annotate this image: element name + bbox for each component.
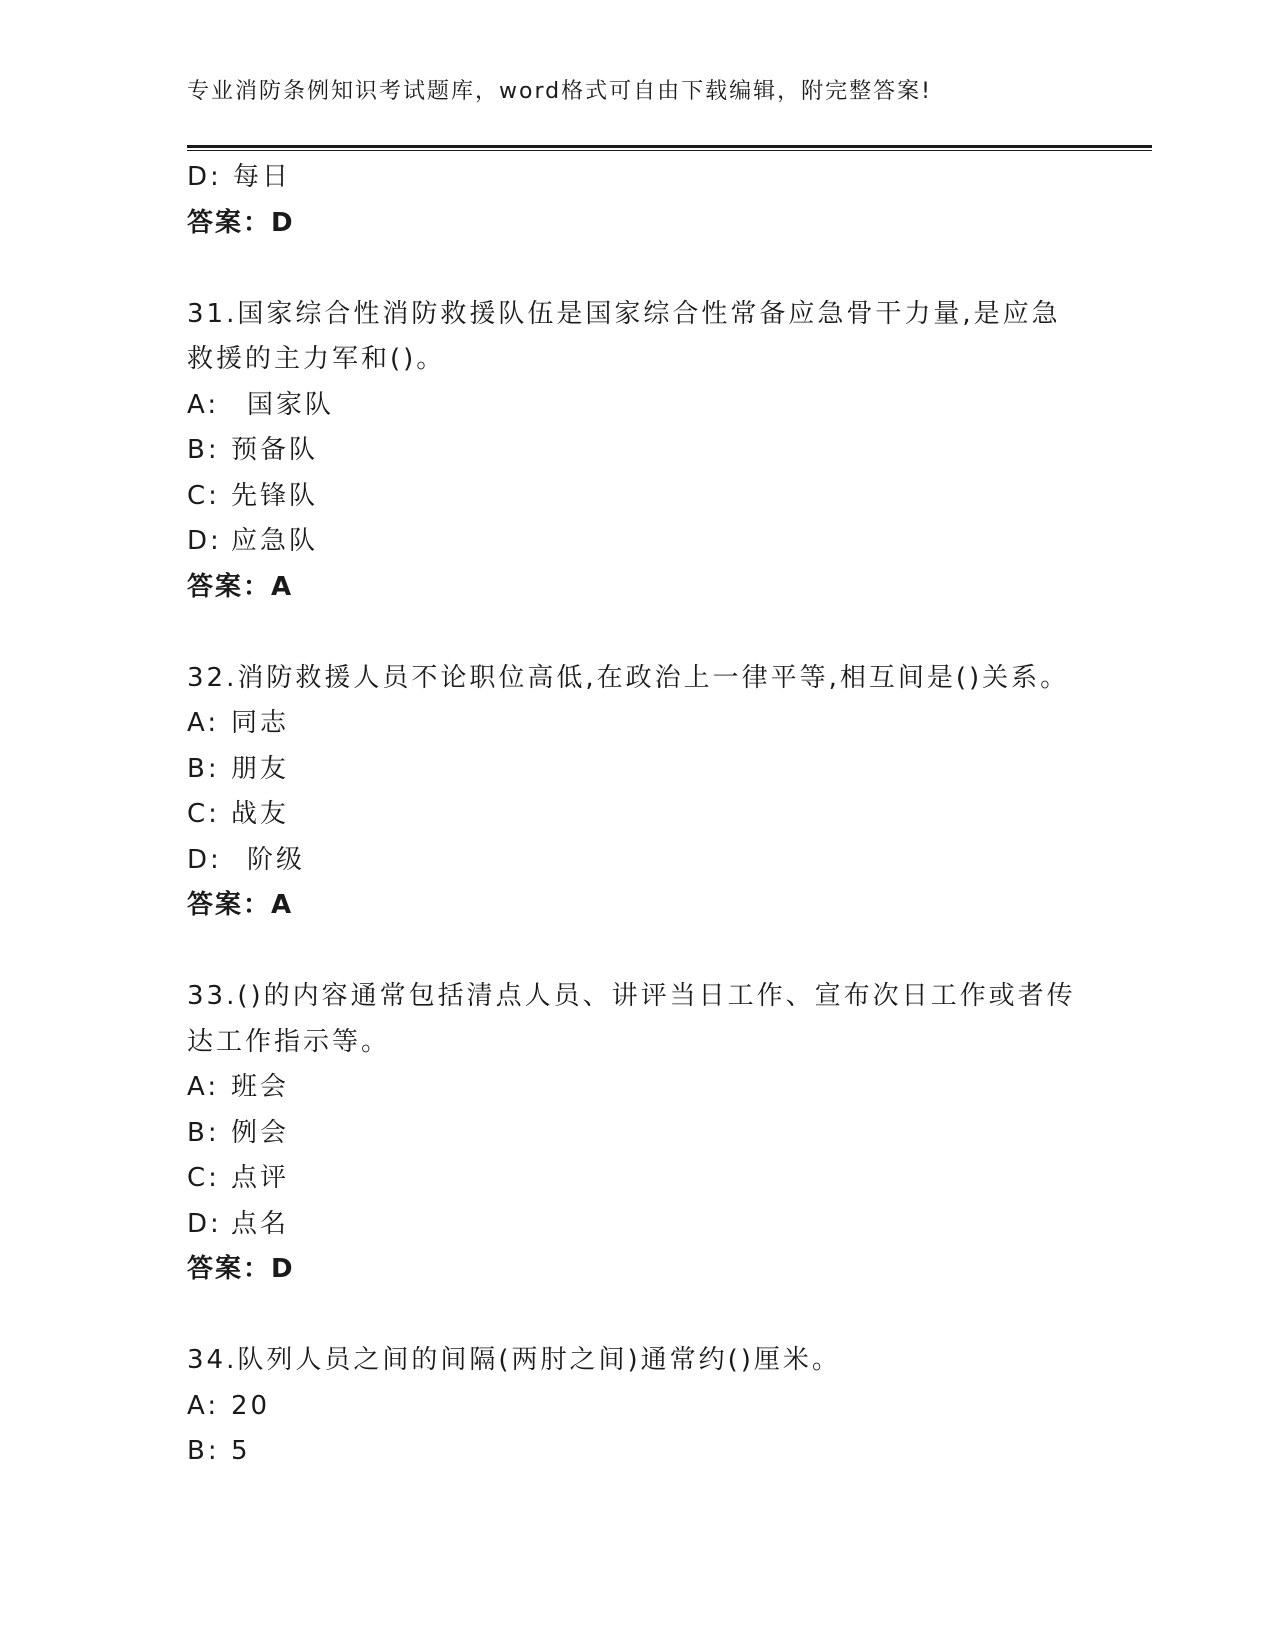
option-text: 点名 (231, 1208, 290, 1239)
prev-option-d: D: 每日 (187, 162, 292, 192)
question-stem-line: 33.()的内容通常包括清点人员、讲评当日工作、宣布次日工作或者传 (187, 981, 1076, 1011)
option-prefix: C: (187, 480, 220, 511)
answer: 答案：A (187, 890, 294, 920)
question-34 (187, 1338, 1087, 1475)
page-header: 专业消防条例知识考试题库，word格式可自由下载编辑，附完整答案! (187, 79, 932, 104)
question-stem-line: 达工作指示等。 (187, 1026, 391, 1057)
option-prefix: B: (187, 1117, 220, 1148)
option-prefix: A: (187, 1072, 220, 1102)
option-text: 预备队 (231, 435, 319, 465)
question-32 (187, 656, 1087, 929)
option-a (187, 1384, 1087, 1430)
option-text: 班会 (231, 1072, 290, 1102)
question-stem-line: 31.国家综合性消防救援队伍是国家综合性常备应急骨干力量,是应急 (187, 298, 1061, 329)
option-prefix: C: (187, 799, 220, 829)
option-a (187, 1065, 1087, 1111)
option-d (187, 838, 1087, 884)
option-prefix: B: (187, 1436, 220, 1466)
option-prefix: C: (187, 1163, 220, 1193)
option-b (187, 747, 1087, 793)
answer: 答案：A (187, 571, 294, 602)
option-prefix: A: (187, 708, 220, 738)
option-prefix: A: (187, 389, 220, 420)
option-text: 阶级 (247, 844, 306, 875)
option-text: 例会 (231, 1117, 290, 1148)
option-b (187, 1111, 1087, 1157)
header-divider-thin (187, 150, 1152, 151)
answer: 答案：D (187, 1254, 295, 1284)
option-d (187, 1202, 1087, 1248)
option-a (187, 383, 1087, 429)
question-stem-line: 34.队列人员之间的间隔(两肘之间)通常约()厘米。 (187, 1345, 841, 1375)
question-33 (187, 974, 1087, 1293)
header-divider-thick (187, 145, 1152, 148)
option-c (187, 1156, 1087, 1202)
option-prefix: D: (187, 844, 222, 875)
option-b (187, 1429, 1087, 1475)
option-text: 点评 (231, 1163, 290, 1193)
question-stem-line: 救援的主力军和()。 (187, 344, 446, 374)
option-text: 国家队 (247, 389, 335, 420)
option-text: 战友 (231, 799, 290, 829)
option-text: 朋友 (231, 753, 290, 784)
option-c (187, 792, 1087, 838)
question-stem-line: 32.消防救援人员不论职位高低,在政治上一律平等,相互间是()关系。 (187, 662, 1070, 693)
option-text: 先锋队 (231, 480, 319, 511)
option-text: 应急队 (231, 526, 319, 556)
option-a (187, 701, 1087, 747)
option-text: 20 (231, 1390, 271, 1421)
option-b (187, 428, 1087, 474)
option-d (187, 519, 1087, 565)
option-prefix: B: (187, 753, 220, 784)
option-text: 5 (231, 1436, 251, 1466)
option-c (187, 474, 1087, 520)
question-31 (187, 292, 1087, 611)
option-prefix: D: (187, 526, 222, 556)
option-text: 同志 (231, 708, 290, 738)
document-body (187, 155, 1087, 1475)
option-prefix: D: (187, 1208, 222, 1239)
prev-answer: 答案：D (187, 207, 295, 238)
option-prefix: A: (187, 1390, 220, 1421)
option-prefix: B: (187, 435, 220, 465)
